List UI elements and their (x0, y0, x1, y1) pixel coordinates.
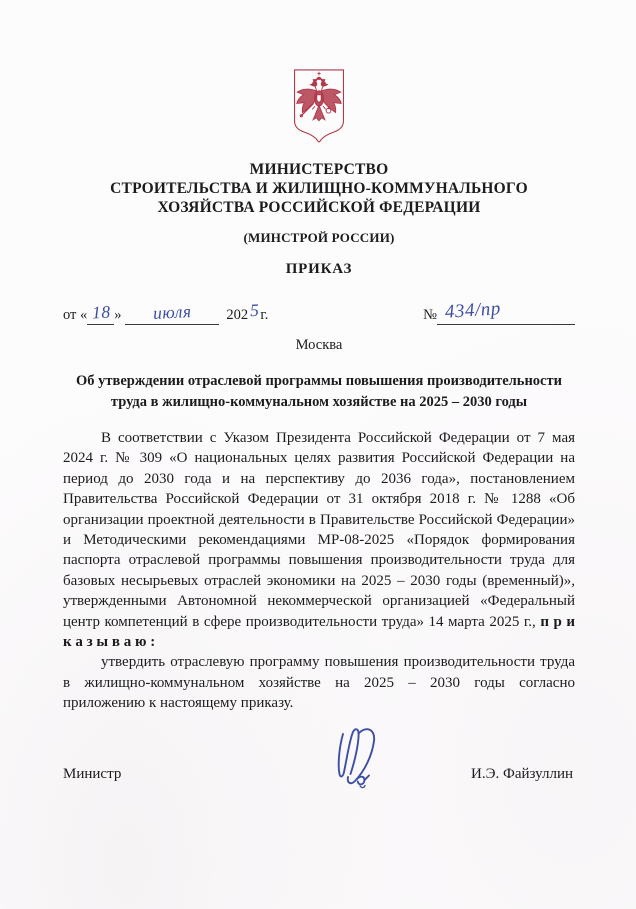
city-label: Москва (295, 337, 343, 353)
coat-of-arms-emblem (63, 68, 575, 148)
number-label: № (423, 307, 437, 323)
ministry-name-line2: СТРОИТЕЛЬСТВА И ЖИЛИЩНО-КОММУНАЛЬНОГО (110, 180, 528, 197)
ministry-short-name: (МИНСТРОЙ РОССИИ) (243, 230, 395, 245)
document-type-heading: ПРИКАЗ (285, 261, 353, 277)
date-close-quote: » (114, 307, 122, 323)
signer-position: Министр (63, 765, 122, 782)
handwritten-month: июля (152, 301, 192, 323)
date-field (63, 299, 269, 325)
number-blank (437, 298, 575, 325)
handwritten-signature (331, 724, 383, 796)
document-body (63, 428, 575, 714)
date-and-number-row (63, 298, 575, 325)
ministry-name (63, 160, 575, 217)
date-month-blank (125, 301, 219, 325)
signature-icon (331, 724, 383, 796)
ordering-word: п р и к а з ы в а ю : (63, 613, 575, 651)
handwritten-day: 18 (91, 301, 111, 323)
preamble-text: В соответствии с Указом Президента Российской Федерации от 7 мая 2024 г. № 309 «О национальных целях развития Российской Федерации на период до 2030 года и на перспективу до 2036 года», постановлением Правительства Российской Федерации от 31 октября 2018 г. № 1288 «Об организации проектной деятельности в Правительстве Российской Федерации» и Методическими рекомендациями МР-08-2025 «Порядок формирования паспорта отраслевой программы повышения производительности труда для базовых несырьевых отраслей экономики на 2025 – 2030 годы (временный)», утвержденными Автономной некоммерческой организацией «Федеральный центр компетенций в сфере производительности труда» 14 марта 2025 г., (63, 430, 575, 630)
date-prefix: от « (63, 307, 88, 323)
number-field (423, 298, 575, 325)
document-title: Об утверждении отраслевой программы повышения производительности труда в жилищно-коммунальном хозяйстве на 2025 – 2030 годы (76, 373, 562, 410)
ministry-name-line3: ХОЗЯЙСТВА РОССИЙСКОЙ ФЕДЕРАЦИИ (157, 199, 481, 216)
preamble-paragraph (63, 428, 575, 652)
signature-block (63, 766, 575, 783)
date-suffix: г. (260, 307, 269, 323)
resolution-paragraph: утвердить отраслевую программу повышения производительности труда в жилищно-коммунальном хозяйстве на 2025 – 2030 годы согласно приложению к настоящему приказу. (63, 654, 575, 712)
signer-name: И.Э. Файзуллин (471, 765, 573, 782)
ministry-name-line1: МИНИСТЕРСТВО (249, 161, 389, 178)
date-day-blank (87, 301, 114, 325)
russia-eagle-icon (290, 68, 348, 148)
date-year-printed: 202 (226, 307, 249, 323)
handwritten-number: 434/пр (444, 298, 502, 323)
